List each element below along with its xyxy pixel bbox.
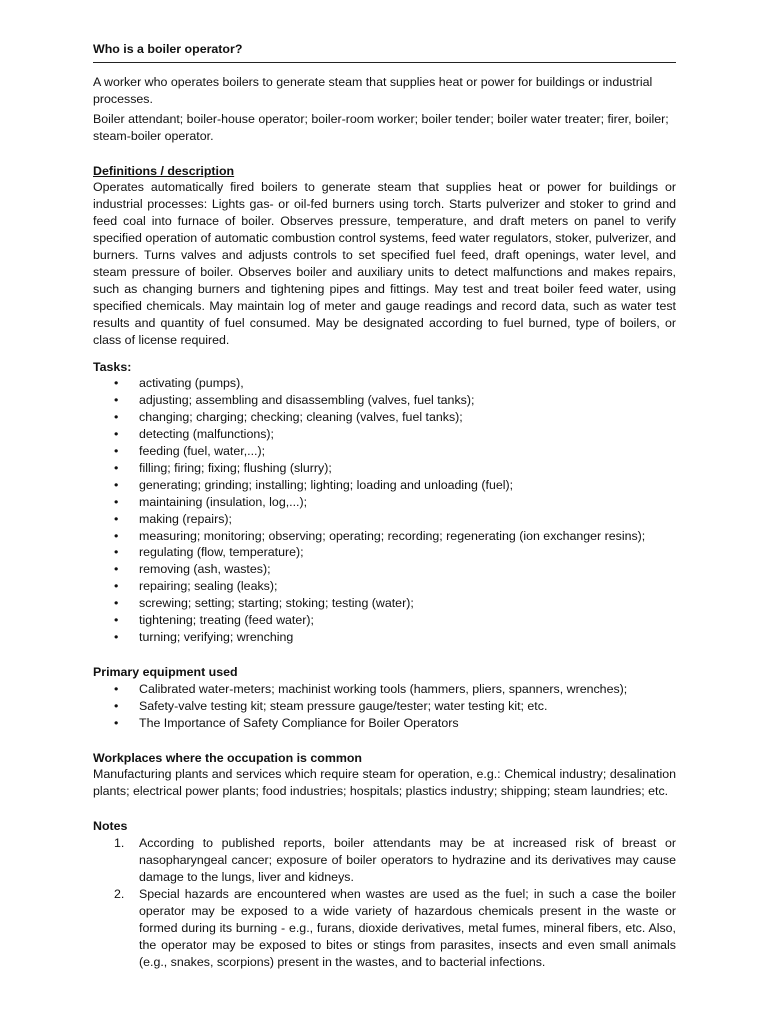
list-item: • making (repairs); (93, 511, 676, 528)
note-number: 1. (114, 836, 125, 851)
note-text: According to published reports, boiler attendants may be at increased risk of breast or nasopharyngeal cancer; exposure of boiler operators to hydrazine and its derivatives may cause damage to the lungs, liver and kidneys. (139, 836, 676, 884)
list-item: • filling; firing; fixing; flushing (slurry); (93, 460, 676, 477)
note-text: Special hazards are encountered when wastes are used as the fuel; in such a case the boiler operator may be exposed to a wide variety of hazardous chemicals present in the waste or formed during its burning - e.g., furans, dioxide derivatives, metal fumes, mineral fibers, etc. Also, the operator may be exposed to bites or stings from parasites, insects and even small animals (e.g., snakes, scorpions) present in the wastes, and to bacterial infections. (139, 886, 676, 969)
list-item: • changing; charging; checking; cleaning (valves, fuel tanks); (93, 409, 676, 426)
intro-definition: A worker who operates boilers to generate steam that supplies heat or power for buildings or industrial processes. (93, 74, 653, 106)
notes-list (93, 835, 676, 970)
page-title: Who is a boiler operator? (93, 41, 676, 63)
list-item: • maintaining (insulation, log,...); (93, 494, 676, 511)
list-item: • generating; grinding; installing; lighting; loading and unloading (fuel); (93, 477, 676, 494)
definitions-heading: Definitions / description (93, 163, 235, 178)
list-item: • turning; verifying; wrenching (93, 629, 676, 646)
list-item: • Safety-valve testing kit; steam pressure gauge/tester; water testing kit; etc. (93, 698, 676, 715)
list-item: • tightening; treating (feed water); (93, 612, 676, 629)
list-item: • adjusting; assembling and disassembling (valves, fuel tanks); (93, 392, 676, 409)
document-page (93, 41, 676, 970)
list-item: • removing (ash, wastes); (93, 561, 676, 578)
notes-section (93, 818, 676, 970)
equipment-list (93, 681, 676, 732)
note-number: 2. (114, 886, 125, 901)
list-item: • regulating (flow, temperature); (93, 544, 676, 561)
definitions-section (93, 163, 676, 349)
list-item: • feeding (fuel, water,...); (93, 443, 676, 460)
note-item (93, 886, 676, 971)
workplaces-heading: Workplaces where the occupation is common (93, 750, 362, 765)
list-item: • screwing; setting; starting; stoking; testing (water); (93, 595, 676, 612)
intro-synonyms: Boiler attendant; boiler-house operator; boiler-room worker; boiler tender; boiler water treater; firer, boiler; steam-boiler operator. (93, 111, 669, 143)
equipment-section (93, 664, 676, 732)
list-item: • The Importance of Safety Compliance for Boiler Operators (93, 715, 676, 732)
tasks-list (93, 375, 676, 646)
tasks-section (93, 359, 676, 646)
list-item: • activating (pumps), (93, 375, 676, 392)
notes-heading: Notes (93, 819, 128, 834)
list-item: • detecting (malfunctions); (93, 426, 676, 443)
workplaces-section (93, 750, 676, 801)
tasks-heading: Tasks: (93, 359, 132, 374)
list-item: • repairing; sealing (leaks); (93, 578, 676, 595)
workplaces-text: Manufacturing plants and services which require steam for operation, e.g.: Chemical industry; desalination plants; electrical power plants; food industries; hospitals; plastics industry; shipping; steam laundries; etc. (93, 767, 676, 799)
list-item: • Calibrated water-meters; machinist working tools (hammers, pliers, spanners, wrenches); (93, 681, 676, 698)
note-item (93, 835, 676, 886)
equipment-heading: Primary equipment used (93, 664, 238, 679)
definitions-text: Operates automatically fired boilers to generate steam that supplies heat or power for buildings or industrial processes: Lights gas- or oil-fed burners using torch. Starts pulverizer and stoker to grind and feed coal into furnace of boiler. Observes pressure, temperature, and draft meters on panel to verify specified operation of automatic combustion control systems, feed water regulators, stoker, pulverizer, and burners. Turns valves and adjusts controls to set specified fuel feed, draft openings, water level, and steam pressure of boiler. Observes boiler and auxiliary units to detect malfunctions and makes repairs, such as changing burners and tightening pipes and fittings. May test and treat boiler feed water, using specified chemicals. May maintain log of meter and gauge readings and record data, such as water test results and quantity of fuel consumed. May be designated according to fuel burned, type of boilers, or class of license required. (93, 180, 676, 347)
list-item: • measuring; monitoring; observing; operating; recording; regenerating (ion exchanger resins); (93, 528, 676, 545)
